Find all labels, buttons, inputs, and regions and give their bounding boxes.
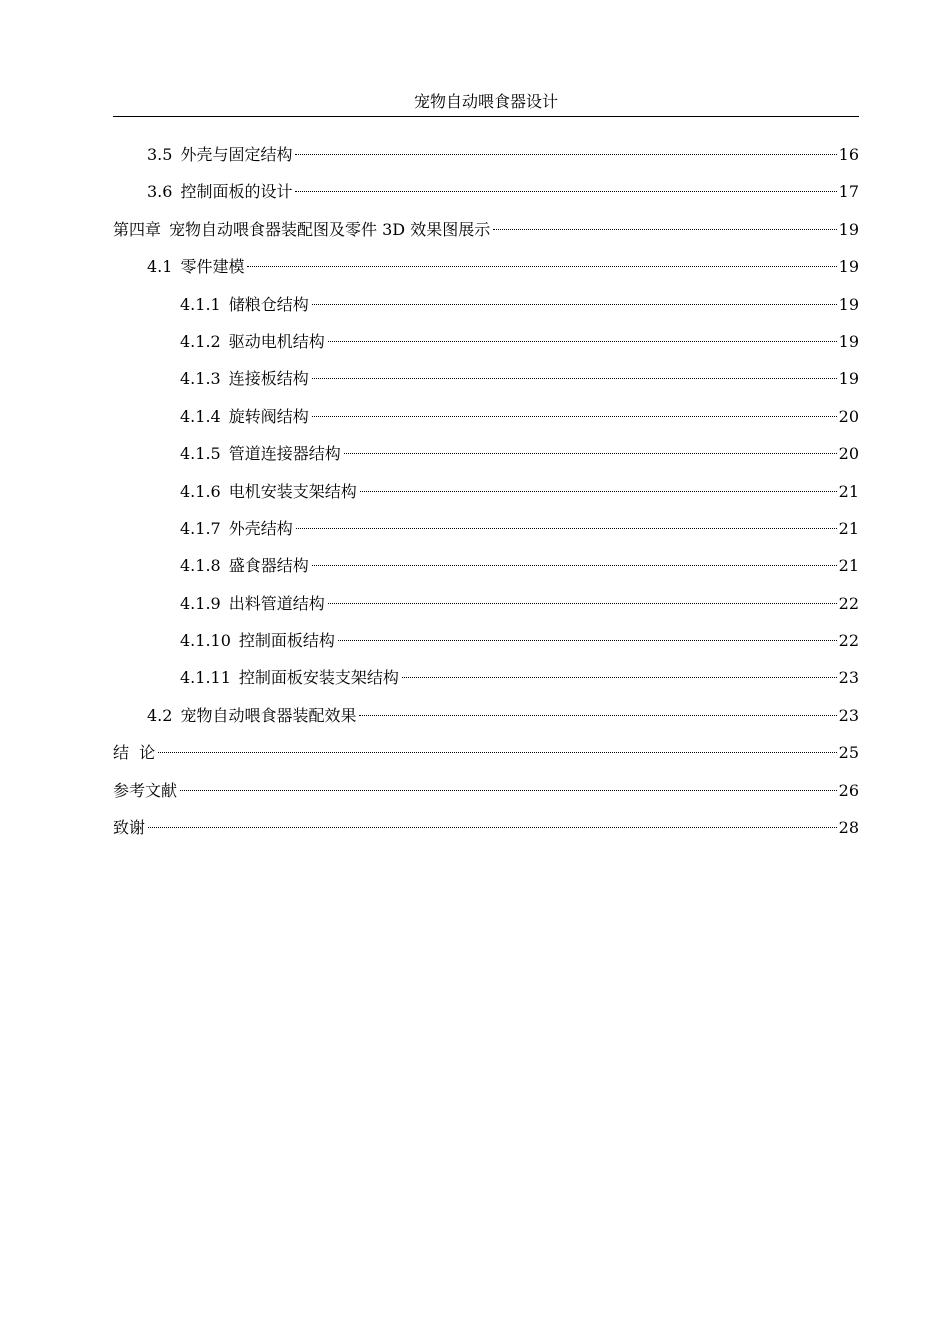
toc-entry[interactable] (113, 510, 859, 547)
toc-entry-number: 4.1.6 (180, 481, 221, 501)
toc-entry-page-number: 19 (838, 219, 859, 239)
toc-entry-page-number: 21 (838, 556, 859, 576)
running-header-title: 宠物自动喂食器设计 (413, 92, 558, 111)
toc-entry-page-number: 22 (838, 593, 859, 613)
toc-entry[interactable] (113, 734, 859, 771)
toc-dot-leader (338, 640, 837, 641)
toc-entry-number: 3.6 (147, 182, 173, 202)
toc-entry-page-number: 16 (838, 145, 859, 164)
toc-entry-number: 第四章 (113, 219, 162, 239)
toc-entry-title: 旋转阀结构 (228, 406, 309, 426)
toc-entry[interactable] (113, 473, 859, 510)
toc-entry-page-number: 17 (838, 182, 859, 202)
toc-dot-leader (312, 378, 837, 379)
toc-entry-page-number: 21 (838, 481, 859, 501)
toc-entry-number: 4.2 (147, 705, 173, 725)
toc-dot-leader (493, 229, 836, 230)
toc-entry-title: 控制面板的设计 (180, 182, 293, 202)
toc-entry-page-number: 26 (838, 780, 859, 800)
toc-entry-title: 外壳结构 (228, 518, 293, 538)
toc-entry-page-number: 21 (838, 518, 859, 538)
toc-entry-number: 4.1.8 (180, 556, 221, 576)
toc-entry-title: 宠物自动喂食器装配效果 (180, 705, 357, 725)
toc-dot-leader (360, 491, 837, 492)
header-rule (113, 116, 859, 117)
toc-entry-page-number: 23 (838, 668, 859, 688)
toc-entry-number: 4.1 (147, 257, 173, 277)
toc-dot-leader (312, 304, 837, 305)
toc-dot-leader (158, 752, 836, 753)
toc-entry-title: 结 论 (113, 743, 156, 763)
toc-entry[interactable] (113, 547, 859, 584)
toc-entry-title: 连接板结构 (228, 369, 309, 389)
toc-entry-number: 4.1.7 (180, 518, 221, 538)
toc-entry-title: 储粮仓结构 (228, 294, 309, 314)
toc-entry-page-number: 25 (838, 743, 859, 763)
toc-entry-title: 宠物自动喂食器装配图及零件 3D 效果图展示 (169, 219, 491, 239)
toc-dot-leader (180, 790, 837, 791)
toc-entry[interactable] (113, 211, 859, 248)
toc-dot-leader (402, 677, 837, 678)
toc-dot-leader (312, 565, 837, 566)
toc-entry-number: 4.1.3 (180, 369, 221, 389)
toc-entry-title: 控制面板安装支架结构 (238, 668, 399, 688)
toc-entry-page-number: 20 (838, 444, 859, 464)
toc-entry-title: 出料管道结构 (228, 593, 325, 613)
toc-entry-title: 驱动电机结构 (228, 331, 325, 351)
toc-dot-leader (247, 266, 836, 267)
toc-entry-number: 4.1.2 (180, 331, 221, 351)
toc-entry-page-number: 22 (838, 631, 859, 651)
toc-dot-leader (295, 154, 836, 155)
toc-entry-title: 致谢 (113, 818, 146, 838)
toc-entry-number: 4.1.9 (180, 593, 221, 613)
toc-entry-number: 4.1.1 (180, 294, 221, 314)
toc-entry[interactable] (113, 248, 859, 285)
toc-entry[interactable] (113, 697, 859, 734)
toc-dot-leader (359, 715, 836, 716)
toc-entry[interactable] (113, 286, 859, 323)
toc-entry-title: 零件建模 (180, 257, 245, 277)
toc-entry[interactable] (113, 772, 859, 809)
toc-entry-title: 电机安装支架结构 (228, 481, 357, 501)
toc-entry-page-number: 20 (838, 406, 859, 426)
toc-entry[interactable] (113, 435, 859, 472)
toc-entry[interactable] (113, 809, 859, 846)
toc-entry-page-number: 23 (838, 705, 859, 725)
toc-entry[interactable] (113, 323, 859, 360)
toc-dot-leader (328, 603, 837, 604)
toc-entry-number: 4.1.10 (180, 631, 231, 651)
toc-entry-page-number: 19 (838, 369, 859, 389)
toc-entry-number: 4.1.4 (180, 406, 221, 426)
toc-entry[interactable] (113, 585, 859, 622)
toc-entry-title: 管道连接器结构 (228, 444, 341, 464)
toc-entry-number: 3.5 (147, 145, 173, 164)
toc-entry-title: 外壳与固定结构 (180, 145, 293, 164)
toc-entry-page-number: 28 (838, 818, 859, 838)
toc-dot-leader (295, 191, 836, 192)
toc-dot-leader (328, 341, 837, 342)
toc-entry-page-number: 19 (838, 257, 859, 277)
toc-dot-leader (148, 827, 837, 828)
toc-entry-title: 控制面板结构 (238, 631, 335, 651)
toc-entry-title: 盛食器结构 (228, 556, 309, 576)
toc-dot-leader (296, 528, 837, 529)
toc-dot-leader (312, 416, 837, 417)
toc-entry-page-number: 19 (838, 294, 859, 314)
toc-entry[interactable] (113, 173, 859, 210)
toc-entry-number: 4.1.5 (180, 444, 221, 464)
table-of-contents (113, 136, 859, 846)
toc-entry[interactable] (113, 398, 859, 435)
toc-entry[interactable] (113, 360, 859, 397)
toc-entry-title: 参考文献 (113, 780, 178, 800)
toc-dot-leader (344, 453, 837, 454)
toc-entry[interactable] (113, 659, 859, 696)
toc-entry-number: 4.1.11 (180, 668, 231, 688)
toc-entry-page-number: 19 (838, 331, 859, 351)
toc-entry[interactable] (113, 622, 859, 659)
toc-entry[interactable] (113, 136, 859, 173)
